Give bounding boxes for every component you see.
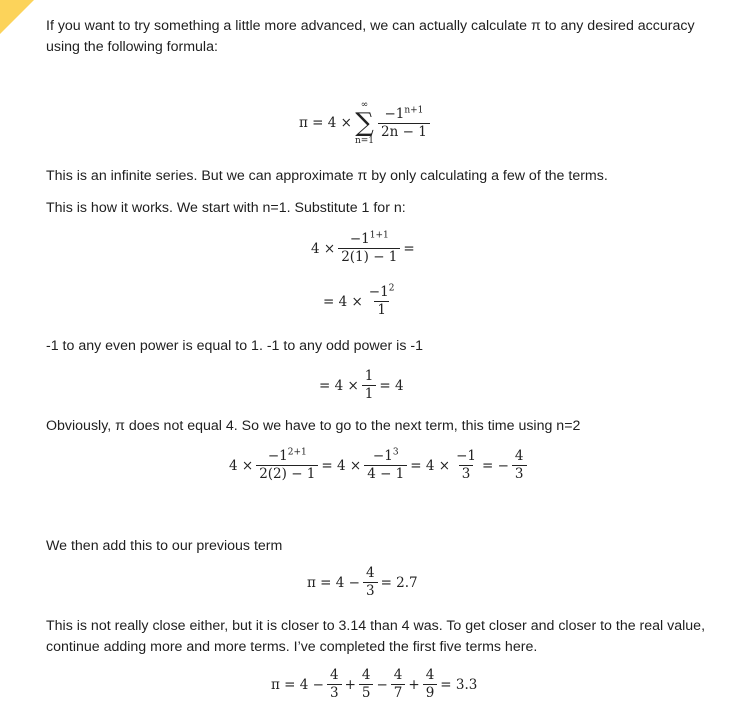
substitute-paragraph: This is how it works. We start with n=1. Substitute 1 for n:	[46, 200, 406, 216]
eq4-num: 1	[364, 368, 374, 384]
eq2-rhs: =	[403, 240, 415, 257]
eq7-f1-num: 4	[329, 667, 339, 683]
eq6-lhs: π = 4 −	[307, 574, 360, 591]
series-formula	[298, 100, 432, 146]
n1-substitution	[310, 232, 416, 265]
eq7-op2: −	[376, 676, 388, 693]
eq6-fraction	[363, 566, 378, 599]
eq7-f1-den: 3	[327, 684, 342, 701]
eq7-op1: +	[344, 676, 356, 693]
eq1-num-base: −1	[384, 105, 405, 122]
eq3-lhs: = 4 ×	[323, 293, 363, 310]
eq3-num-exp: 2	[388, 283, 395, 294]
eq1-lhs: π = 4 ×	[299, 115, 352, 131]
sigma-symbol: ∑	[355, 108, 374, 138]
eq7-f2-den: 5	[359, 684, 374, 701]
eq3-fraction	[366, 285, 398, 318]
eq2-num-base: −1	[349, 231, 370, 247]
eq5-f1-den: 2(2) − 1	[256, 465, 318, 482]
eq7-f2-num: 4	[361, 667, 371, 683]
series-paragraph: This is an infinite series. But we can approximate π by only calculating a few of the terms.	[46, 168, 608, 184]
eq3-num-base: −1	[368, 284, 389, 300]
first-term-result	[318, 369, 405, 402]
next-term-paragraph: Obviously, π does not equal 4. So we have to go to the next term, this time using n=2	[46, 418, 581, 434]
eq5-f3-den: 3	[459, 465, 474, 482]
eq5-f4-den: 3	[512, 465, 527, 482]
eq2-den: 2(1) − 1	[338, 248, 400, 265]
two-term-sum	[306, 566, 419, 599]
eq7-fraction-1	[327, 668, 342, 701]
eq5-f2-den: 4 − 1	[364, 465, 407, 482]
n1-simplified	[322, 285, 399, 318]
eq4-rhs: = 4	[379, 377, 404, 394]
eq5-op1: = 4 ×	[321, 457, 362, 474]
eq3-den: 1	[374, 301, 389, 318]
eq1-fraction	[378, 107, 430, 140]
add-term-paragraph: We then add this to our previous term	[46, 538, 283, 554]
eq5-f3-num: −1	[456, 448, 476, 464]
eq7-fraction-4	[423, 668, 438, 701]
eq7-lhs: π = 4 −	[271, 676, 324, 693]
eq2-fraction	[338, 232, 400, 265]
eq2-num-exp: 1+1	[369, 230, 389, 241]
eq7-f4-den: 9	[423, 684, 438, 701]
eq4-lhs: = 4 ×	[319, 377, 359, 394]
eq5-f2-num-exp: 3	[392, 447, 399, 458]
eq5-op3: = −	[481, 457, 509, 474]
eq7-rhs: = 3.3	[440, 676, 478, 693]
eq6-num: 4	[365, 565, 375, 581]
eq7-f3-den: 7	[391, 684, 406, 701]
summation	[355, 100, 374, 146]
eq4-den: 1	[362, 385, 377, 402]
eq5-lhs: 4 ×	[229, 457, 254, 474]
eq2-lhs: 4 ×	[311, 240, 336, 257]
sum-upper-limit: ∞	[360, 100, 369, 110]
power-rule-paragraph: -1 to any even power is equal to 1. -1 to any odd power is -1	[46, 338, 423, 354]
eq7-f4-num: 4	[425, 667, 435, 683]
eq1-num-exp: n+1	[404, 105, 424, 115]
eq5-f1-num-exp: 2+1	[287, 447, 307, 458]
eq5-fraction-2	[364, 449, 407, 482]
five-term-sum	[270, 668, 478, 701]
eq7-fraction-3	[391, 668, 406, 701]
eq7-f3-num: 4	[393, 667, 403, 683]
eq7-fraction-2	[359, 668, 374, 701]
eq1-den: 2n − 1	[378, 123, 430, 140]
eq5-fraction-1	[256, 449, 318, 482]
eq4-fraction	[362, 369, 377, 402]
eq5-fraction-3	[453, 449, 479, 482]
corner-accent	[0, 0, 34, 34]
eq6-den: 3	[363, 582, 378, 599]
intro-paragraph: If you want to try something a little more advanced, we can actually calculate π to any desired accuracy using the following formula:	[46, 18, 695, 55]
eq5-op2: = 4 ×	[410, 457, 451, 474]
closer-paragraph: This is not really close either, but it is closer to 3.14 than 4 was. To get closer and closer to the real value, continue adding more and more terms. I’ve completed the first five terms here.	[46, 618, 706, 655]
eq5-f2-num-base: −1	[372, 448, 393, 464]
eq5-f1-num-base: −1	[267, 448, 288, 464]
eq5-f4-num: 4	[514, 448, 524, 464]
sum-lower-limit: n=1	[354, 136, 375, 146]
eq6-rhs: = 2.7	[380, 574, 418, 591]
eq5-fraction-4	[512, 449, 527, 482]
n2-calculation	[228, 449, 529, 482]
eq7-op3: +	[408, 676, 420, 693]
